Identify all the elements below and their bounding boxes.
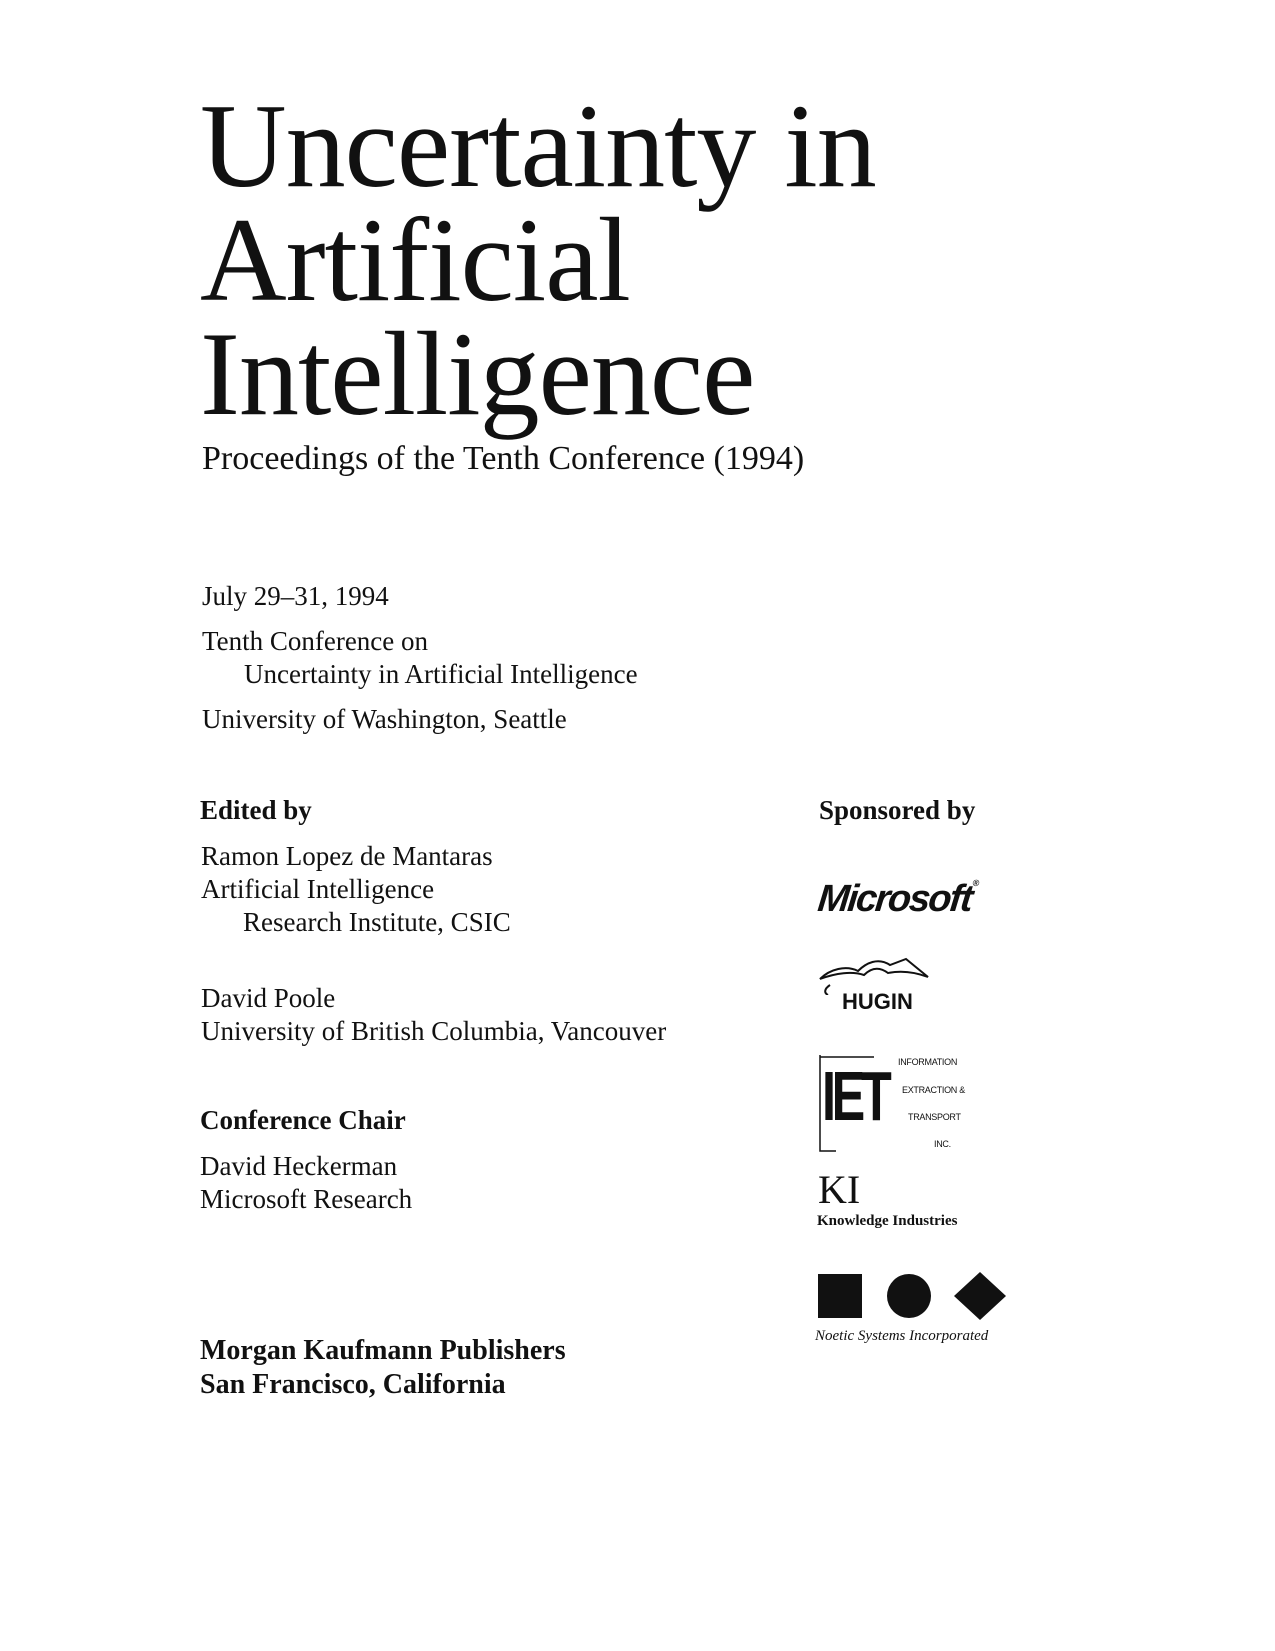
title-line-2: Artificial — [200, 193, 630, 326]
iet-letters: IET — [822, 1057, 888, 1135]
chair-name: David Heckerman — [200, 1151, 398, 1181]
circle-icon — [887, 1274, 931, 1318]
editor-1-name: Ramon Lopez de Mantaras — [201, 841, 493, 871]
hugin-wordmark: HUGIN — [842, 989, 913, 1014]
iet-line-1: INFORMATION — [898, 1057, 958, 1067]
editor-1-affiliation: Artificial Intelligence — [201, 874, 435, 904]
hugin-logo — [816, 955, 936, 1020]
editor-1-affiliation-cont: Research Institute, CSIC — [243, 907, 511, 937]
iet-line-2: EXTRACTION & — [902, 1085, 965, 1095]
chair-heading: Conference Chair — [200, 1105, 406, 1135]
editor-2 — [201, 982, 666, 1048]
chair-affiliation: Microsoft Research — [200, 1184, 413, 1214]
conference-name — [202, 625, 638, 691]
title-line-1: Uncertainty in — [200, 79, 876, 212]
subtitle: Proceedings of the Tenth Conference (1994) — [202, 440, 805, 477]
publisher — [200, 1334, 566, 1402]
editor-2-affiliation: University of British Columbia, Vancouver — [201, 1016, 667, 1046]
iet-logo — [816, 1055, 976, 1155]
editor-1 — [201, 840, 511, 939]
conference-dates: July 29–31, 1994 — [202, 581, 389, 611]
conference-name-line-1: Tenth Conference on — [202, 626, 429, 656]
conference-name-line-2: Uncertainty in Artificial Intelligence — [244, 659, 638, 689]
noetic-company-name: Noetic Systems Incorporated — [815, 1328, 989, 1344]
conference-venue: University of Washington, Seattle — [202, 704, 567, 734]
ki-logo-letters: KI — [818, 1167, 861, 1212]
diamond-icon — [954, 1272, 1006, 1320]
ki-company-name: Knowledge Industries — [817, 1213, 958, 1229]
microsoft-logo — [816, 878, 980, 921]
editor-2-name: David Poole — [201, 983, 336, 1013]
publisher-name: Morgan Kaufmann Publishers — [200, 1335, 566, 1366]
registered-mark: ® — [972, 878, 980, 888]
sponsors-heading: Sponsored by — [819, 795, 976, 825]
noetic-logo — [816, 1270, 1016, 1322]
title-line-3: Intelligence — [200, 307, 755, 440]
square-icon — [818, 1274, 862, 1318]
microsoft-wordmark: Microsoft — [815, 878, 974, 920]
noetic-shapes-icon — [816, 1270, 1016, 1322]
iet-line-3: TRANSPORT — [908, 1112, 961, 1122]
iet-line-4: INC. — [934, 1139, 951, 1149]
editors-heading: Edited by — [200, 795, 312, 825]
chair — [200, 1150, 412, 1216]
publisher-location: San Francisco, California — [200, 1369, 506, 1400]
